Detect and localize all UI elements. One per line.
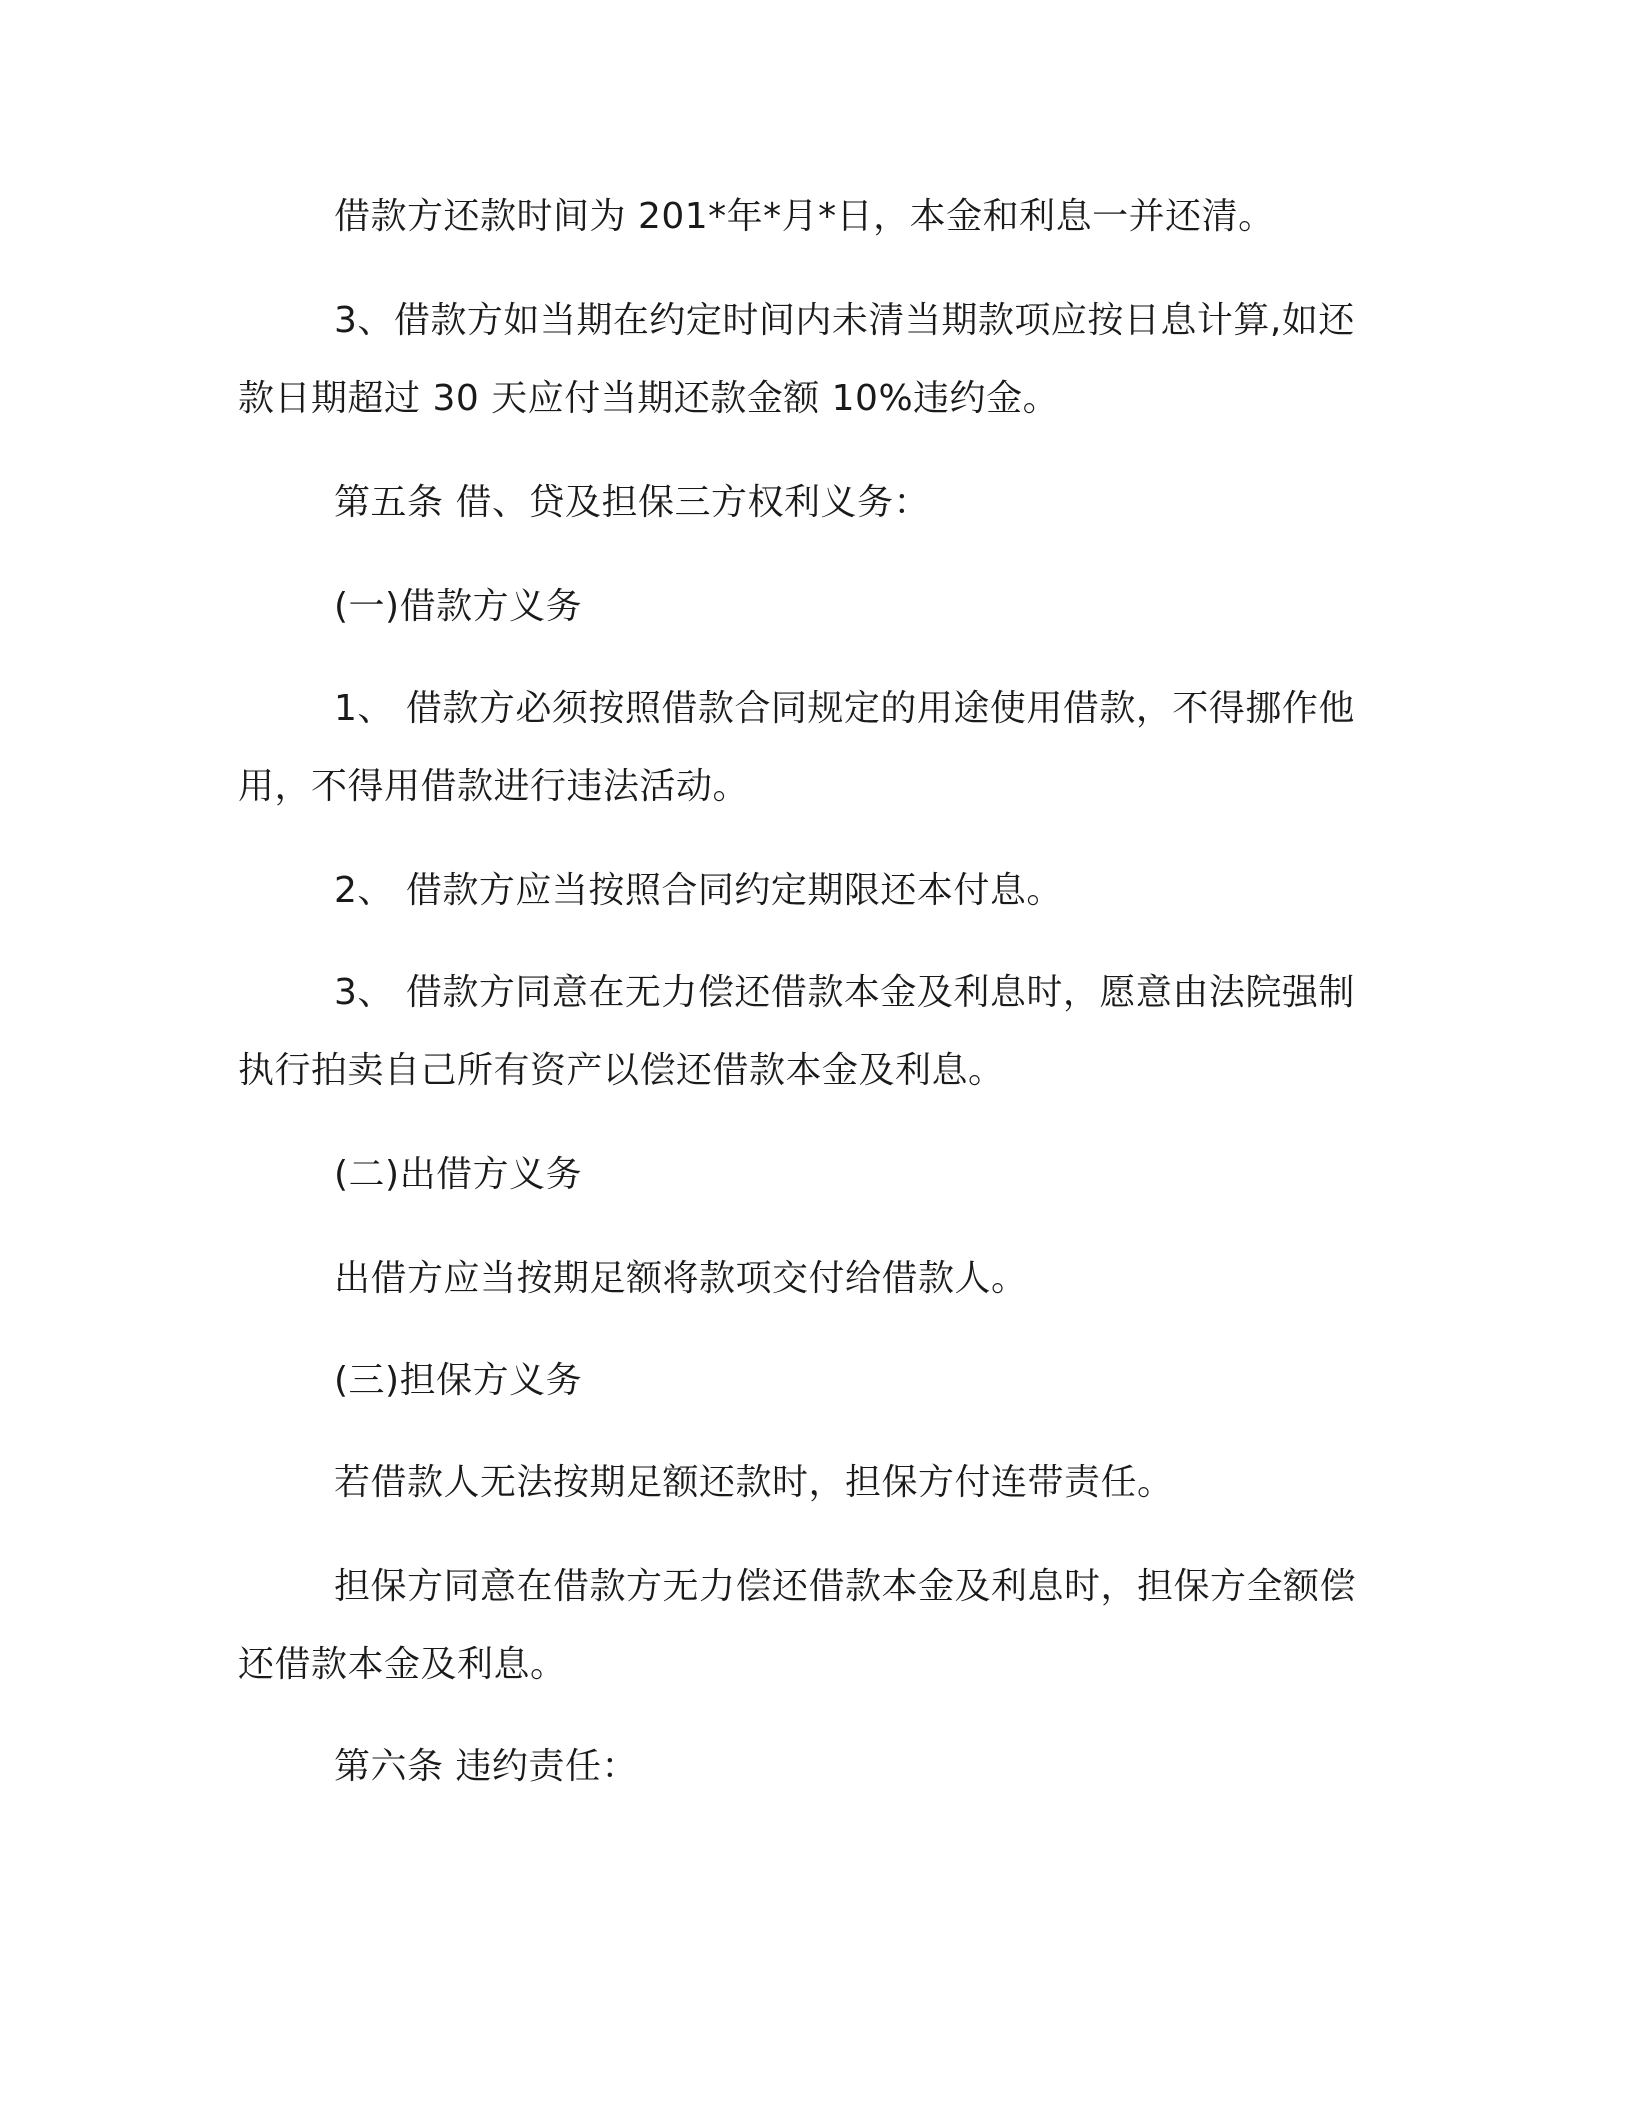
paragraph-borrower-obligation-3	[238, 954, 1378, 1110]
text-line: 还借款本金及利息。	[238, 1644, 567, 1685]
text-line: 3、借款方如当期在约定时间内未清当期款项应按日息计算,如还	[334, 300, 1355, 341]
article-6-heading	[238, 1728, 1378, 1806]
text-line: 第六条 违约责任：	[334, 1746, 638, 1787]
section-guarantor-obligations-heading	[238, 1342, 1378, 1420]
paragraph-guarantor-obligation-1	[238, 1444, 1378, 1522]
paragraph-guarantor-obligation-2	[238, 1548, 1378, 1704]
text-line: 2、 借款方应当按照合同约定期限还本付息。	[334, 870, 1063, 911]
text-line: 借款方还款时间为 201*年*月*日，本金和利息一并还清。	[334, 196, 1275, 237]
paragraph-borrower-obligation-2	[238, 852, 1378, 930]
paragraph-lender-obligation	[238, 1240, 1378, 1318]
text-line: 执行拍卖自己所有资产以偿还借款本金及利息。	[238, 1050, 1005, 1091]
paragraph-repayment-time	[238, 178, 1378, 256]
paragraph-overdue-penalty	[238, 282, 1378, 438]
text-line: 用，不得用借款进行违法活动。	[238, 766, 750, 807]
text-line: (一)借款方义务	[334, 586, 583, 627]
text-line: 款日期超过 30 天应付当期还款金额 10%违约金。	[238, 378, 1060, 419]
text-line: 担保方同意在借款方无力偿还借款本金及利息时，担保方全额偿	[334, 1566, 1357, 1607]
text-line: 出借方应当按期足额将款项交付给借款人。	[334, 1258, 1028, 1299]
text-line: 第五条 借、贷及担保三方权利义务：	[334, 482, 930, 523]
text-line: 若借款人无法按期足额还款时，担保方付连带责任。	[334, 1462, 1174, 1503]
text-line: 1、 借款方必须按照借款合同规定的用途使用借款，不得挪作他	[334, 688, 1355, 729]
section-borrower-obligations-heading	[238, 568, 1378, 646]
paragraph-borrower-obligation-1	[238, 670, 1378, 826]
text-line: (三)担保方义务	[334, 1360, 583, 1401]
article-5-heading	[238, 464, 1378, 542]
text-line: (二)出借方义务	[334, 1154, 583, 1195]
section-lender-obligations-heading	[238, 1136, 1378, 1214]
text-line: 3、 借款方同意在无力偿还借款本金及利息时，愿意由法院强制	[334, 972, 1355, 1013]
